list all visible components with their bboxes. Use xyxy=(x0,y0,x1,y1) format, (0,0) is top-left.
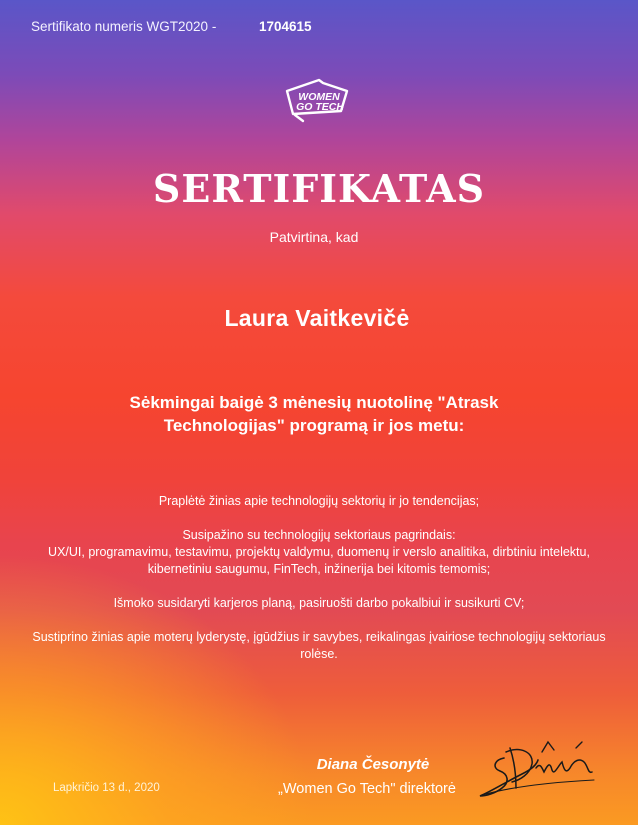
achievement-item xyxy=(30,527,608,578)
certificate-title: SERTIFIKATAS xyxy=(152,166,486,211)
certificate-number-label: Sertifikato numeris WGT2020 - xyxy=(31,19,217,34)
certificate-subtitle: Patvirtina, kad xyxy=(269,229,359,245)
svg-text:WOMEN: WOMEN xyxy=(298,91,340,103)
women-go-tech-logo xyxy=(283,77,355,123)
achievement-item: Praplėtė žinias apie technologijų sektorių ir jo tendencijas; xyxy=(158,494,480,508)
signer-role: „Women Go Tech" direktorė xyxy=(278,781,456,797)
signer-name: Diana Česonytė xyxy=(316,756,430,773)
achievements-list xyxy=(30,493,608,680)
issue-date: Lapkričio 13 d., 2020 xyxy=(53,782,160,794)
svg-text:GO TECH: GO TECH xyxy=(296,101,344,113)
achievement-item: Sustiprino žinias apie moterų lyderystę, įgūdžius ir savybes, reikalingas įvairiose technologijų sektoriaus rolėse. xyxy=(32,630,606,661)
certificate-number-value: 1704615 xyxy=(259,19,312,34)
achievement-item: Išmoko susidaryti karjeros planą, pasiruošti darbo pokalbiui ir susikurti CV; xyxy=(113,596,525,610)
completion-statement: Sėkmingai baigė 3 mėnesių nuotolinę "Atrask Technologijas" programą ir jos metu: xyxy=(129,393,499,435)
recipient-name: Laura Vaitkevičė xyxy=(224,305,410,331)
achievement-item-intro: Susipažino su technologijų sektoriaus pagrindais: xyxy=(182,528,456,542)
achievement-item-topics: UX/UI, programavimu, testavimu, projektų valdymu, duomenų ir verslo analitika, dirbtiniu intelektu, kibernetiniu saugumu, FinTech, inžinerija bei kitomis temomis; xyxy=(48,545,590,576)
handwritten-signature xyxy=(476,738,596,800)
